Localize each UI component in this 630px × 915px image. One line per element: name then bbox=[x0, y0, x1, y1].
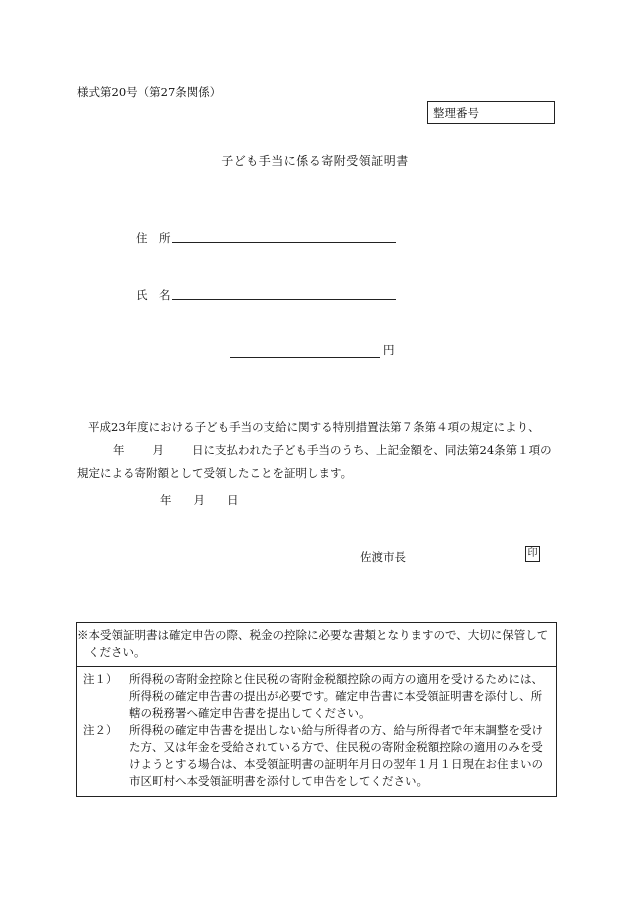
notes-list bbox=[77, 667, 556, 796]
storage-warning: ※本受領証明書は確定申告の際、税金の控除に必要な書類となりますので、大切に保管してください。 bbox=[77, 623, 556, 667]
certification-text bbox=[77, 416, 557, 485]
note-text: 所得税の寄附金控除と住民税の寄附金税額控除の両方の適用を受けるためには、所得税の確定申告書の提出が必要です。確定申告書に本受領証明書を添付し、所轄の税務署へ確定申告書を提出してください。 bbox=[129, 672, 543, 720]
date-day-label: 日 bbox=[227, 493, 239, 507]
notes-box bbox=[76, 622, 557, 797]
amount-field[interactable] bbox=[230, 343, 380, 358]
certification-line-2 bbox=[77, 439, 557, 462]
name-label: 氏 名 bbox=[136, 288, 171, 302]
reference-number-box[interactable] bbox=[427, 101, 555, 124]
reference-number-label: 整理番号 bbox=[433, 106, 479, 120]
certification-date bbox=[160, 492, 239, 508]
issuer-title: 佐渡市長 bbox=[360, 550, 406, 564]
document-title: 子ども手当に係る寄附受領証明書 bbox=[221, 154, 409, 168]
date-year-label: 年 bbox=[160, 493, 172, 507]
date-month-label: 月 bbox=[193, 493, 205, 507]
name-field[interactable] bbox=[172, 285, 396, 300]
address-field[interactable] bbox=[172, 228, 396, 243]
seal-mark: 印 bbox=[525, 546, 540, 562]
note-text: 所得税の確定申告書を提出しない給与所得者の方、給与所得者で年末調整を受けた方、又は年金を受給されている方で、住民税の寄附金税額控除の適用のみを受けようとする場合は、本受領証明書の証明年月日の翌年１月１日現在お住まいの市区町村へ本受領証明書を添付して申告をしてください。 bbox=[129, 723, 543, 788]
payment-month-label: 月 bbox=[152, 443, 164, 457]
certification-line-1: 平成23年度における子ども手当の支給に関する特別措置法第７条第４項の規定により、 bbox=[88, 420, 540, 434]
address-label: 住 所 bbox=[136, 231, 171, 245]
note-number: 注１） bbox=[83, 672, 118, 686]
payment-year-label: 年 bbox=[113, 443, 125, 457]
note-number: 注２） bbox=[83, 723, 118, 737]
note-item bbox=[83, 671, 550, 722]
payment-day-text: 日に支払われた子ども手当のうち、上記金額を、同法第24条第１項の bbox=[192, 443, 552, 457]
certification-line-3: 規定による寄附額として受領したことを証明します。 bbox=[77, 466, 353, 480]
note-item bbox=[83, 722, 550, 790]
amount-unit: 円 bbox=[383, 343, 395, 357]
form-number: 様式第20号（第27条関係） bbox=[77, 85, 222, 99]
